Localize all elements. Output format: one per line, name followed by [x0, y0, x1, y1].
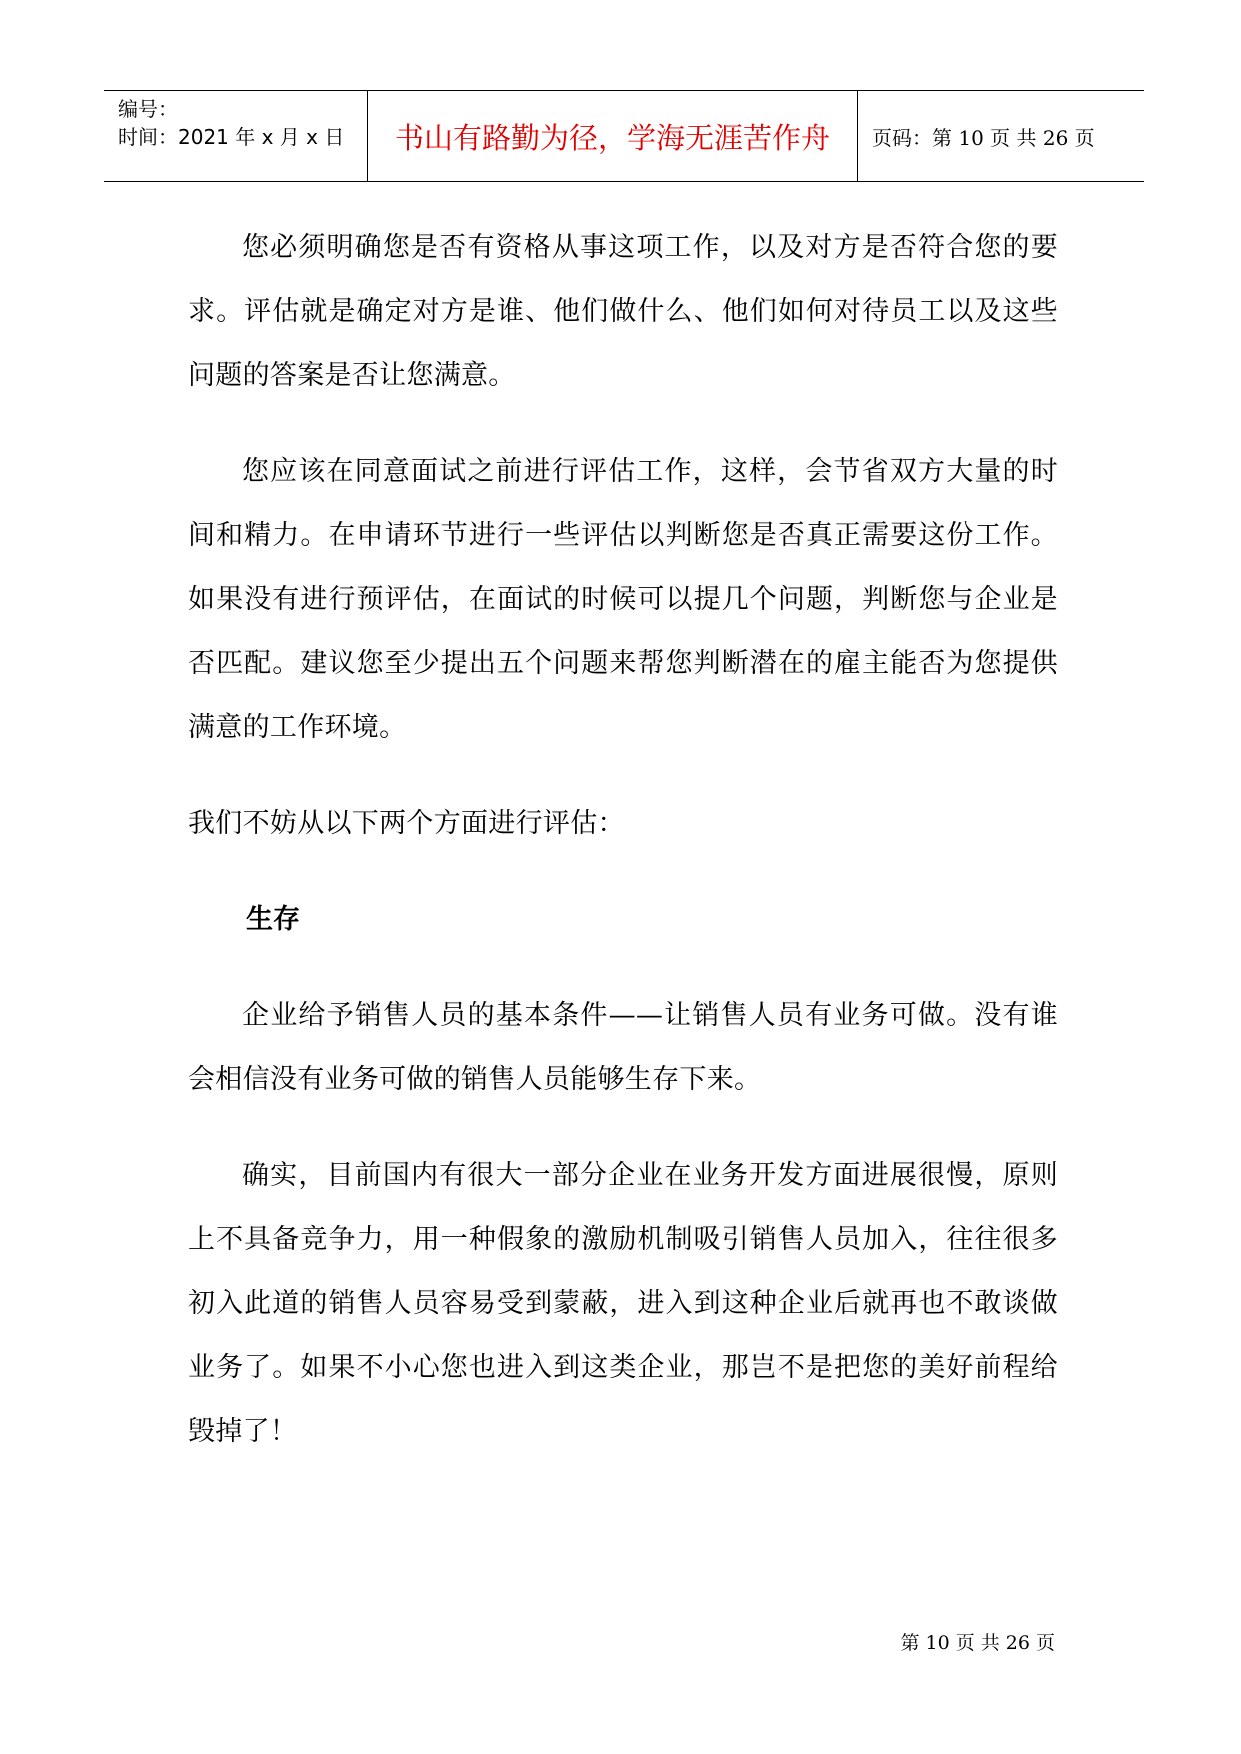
section-heading: 生存: [246, 904, 300, 935]
footer-page-number: 第 10 页 共 26 页: [900, 1632, 1055, 1654]
header-table: [104, 90, 1144, 182]
paragraph-1: 您必须明确您是否有资格从事这项工作，以及对方是否符合您的要求。评估就是确定对方是谁、他们做什么、他们如何对待员工以及这些问题的答案是否让您满意。: [188, 232, 1058, 391]
paragraph-4: 企业给予销售人员的基本条件——让销售人员有业务可做。没有谁会相信没有业务可做的销售人员能够生存下来。: [188, 1000, 1058, 1095]
paragraph-2: 您应该在同意面试之前进行评估工作，这样，会节省双方大量的时间和精力。在申请环节进行一些评估以判断您是否真正需要这份工作。如果没有进行预评估，在面试的时候可以提几个问题，判断您与企业是否匹配。建议您至少提出五个问题来帮您判断潜在的雇主能否为您提供满意的工作环境。: [188, 456, 1058, 743]
paragraph-3: 我们不妨从以下两个方面进行评估：: [188, 808, 625, 839]
header-motto: 书山有路勤为径，学海无涯苦作舟: [394, 120, 830, 155]
header-left-cell: [104, 91, 368, 181]
header-page-cell: [858, 91, 1144, 181]
header-motto-cell: [368, 91, 858, 181]
document-time-label: 时间：2021 年 x 月 x 日: [118, 125, 345, 149]
header-page-code: 页码：第 10 页 共 26 页: [872, 125, 1095, 150]
document-number-label: 编号：: [118, 97, 178, 121]
document-body: [188, 216, 1058, 1496]
paragraph-5: 确实，目前国内有很大一部分企业在业务开发方面进展很慢，原则上不具备竞争力，用一种假象的激励机制吸引销售人员加入，往往很多初入此道的销售人员容易受到蒙蔽，进入到这种企业后就再也不敢谈做业务了。如果不小心您也进入到这类企业，那岂不是把您的美好前程给毁掉了！: [188, 1160, 1058, 1447]
